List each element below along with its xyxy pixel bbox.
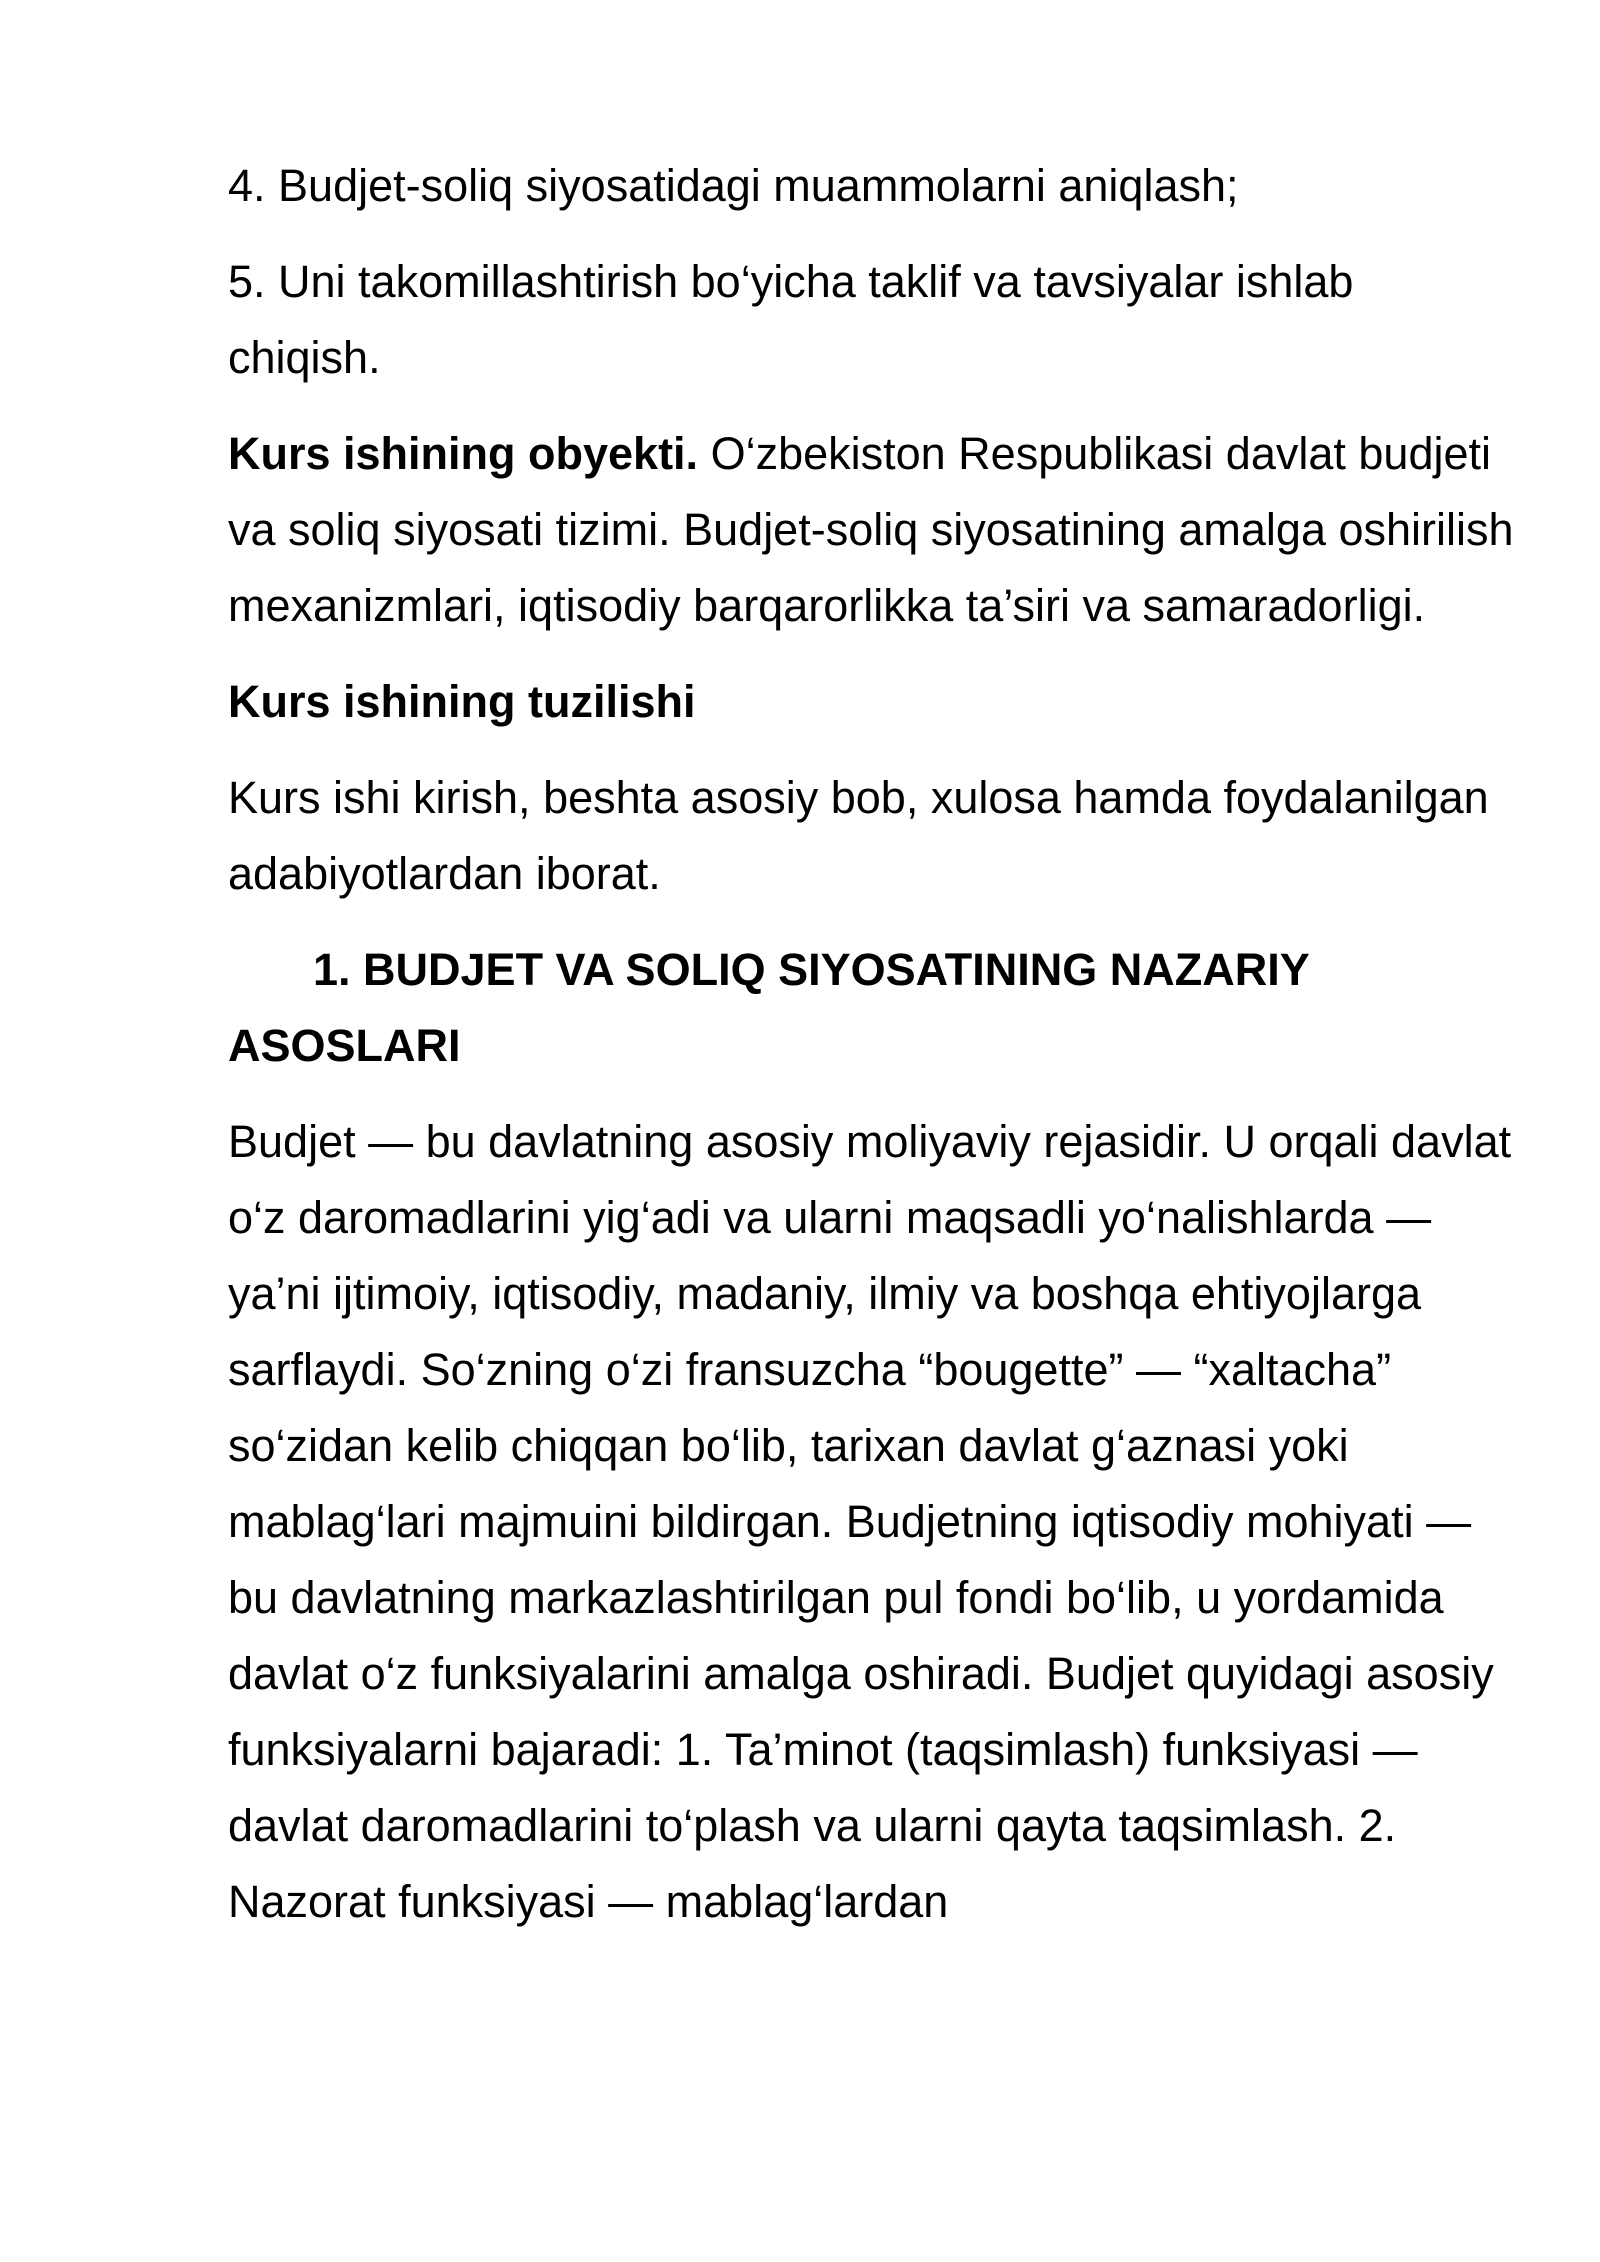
body-paragraph: Budjet — bu davlatning asosiy moliyaviy rejasidir. U orqali davlat o‘z daromadlarini yig‘adi va ularni maqsadli yo‘nalishlarda — ya’ni ijtimoiy, iqtisodiy, madaniy, ilmiy va boshqa ehtiyojlarga sarflaydi. So‘zning o‘zi fransuzcha “bougette” — “xaltacha” so‘zidan kelib chiqqan bo‘lib, tarixan davlat g‘aznasi yoki mablag‘lari majmuini bildirgan. Budjetning iqtisodiy mohiyati — bu davlatning markazlashtirilgan pul fondi bo‘lib, u yordamida davlat o‘z funksiyalarini amalga oshiradi. Budjet quyidagi asosiy funksiyalarni bajaradi: 1. Ta’minot (taqsimlash) funksiyasi — davlat daromadlarini to‘plash va ularni qayta taqsimlash. 2. Nazorat funksiyasi — mablag‘lardan	[228, 1116, 1512, 1927]
object-text: O‘zbekiston Respublikasi davlat budjeti va soliq siyosati tizimi. Budjet-soliq siyosatining amalga oshirilish mexanizmlari, iqtisodiy barqarorlikka ta’siri va samaradorligi.	[228, 428, 1514, 631]
list-item-4: 4. Budjet-soliq siyosatidagi muammolarni aniqlash;	[228, 160, 1239, 211]
structure-paragraph: Kurs ishi kirish, beshta asosiy bob, xulosa hamda foydalanilgan adabiyotlardan iborat.	[228, 772, 1489, 899]
object-label: Kurs ishining obyekti.	[228, 428, 699, 479]
list-item-5: 5. Uni takomillashtirish bo‘yicha taklif va tavsiyalar ishlab chiqish.	[228, 256, 1354, 383]
structure-heading: Kurs ishining tuzilishi	[228, 676, 696, 727]
document-page	[228, 148, 1518, 1960]
chapter-heading: 1. BUDJET VA SOLIQ SIYOSATINING NAZARIY ASOSLARI	[228, 944, 1309, 1071]
object-paragraph	[228, 416, 1518, 644]
